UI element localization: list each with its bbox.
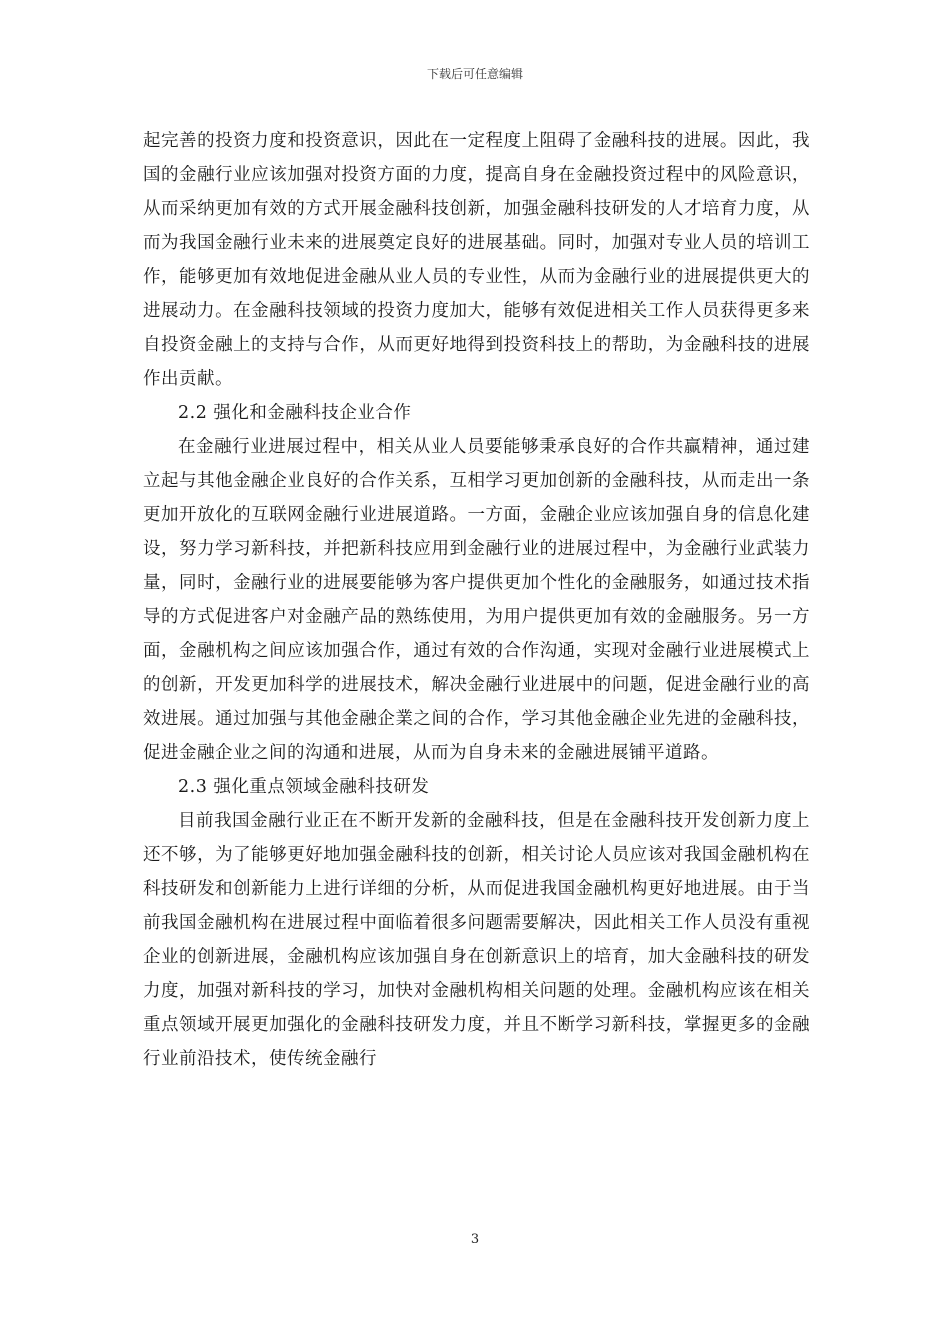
page-number: 3 xyxy=(470,1232,480,1247)
paragraph-rd: 目前我国金融行业正在不断开发新的金融科技，但是在金融科技开发创新力度上还不够，为了能够更好地加强金融科技的创新，相关讨论人员应该对我国金融机构在科技研发和创新能力上进行详细的分析，从而促进我国金融机构更好地进展。由于当前我国金融机构在进展过程中面临着很多问题需要解决，因此相关工作人员没有重视企业的创新进展，金融机构应该加强自身在创新意识上的培育，加大金融科技的研发力度，加强对新科技的学习，加快对金融机构相关问题的处理。金融机构应该在相关重点领域开展更加强化的金融科技研发力度，并且不断学习新科技，掌握更多的金融行业前沿技术，使传统金融行 xyxy=(143,811,810,1069)
section-heading-2-3: 2.3 强化重点领域金融科技研发 xyxy=(178,777,430,797)
document-body xyxy=(143,124,810,1076)
page-header: 下载后可任意编辑 xyxy=(426,67,523,81)
section-heading-2-2: 2.2 强化和金融科技企业合作 xyxy=(178,403,412,423)
paragraph-continuation: 起完善的投资力度和投资意识，因此在一定程度上阻碍了金融科技的进展。因此，我国的金融行业应该加强对投资方面的力度，提高自身在金融投资过程中的风险意识，从而采纳更加有效的方式开展金融科技创新，加强金融科技研发的人才培育力度，从而为我国金融行业未来的进展奠定良好的进展基础。同时，加强对专业人员的培训工作，能够更加有效地促进金融从业人员的专业性，从而为金融行业的进展提供更大的进展动力。在金融科技领域的投资力度加大，能够有效促进相关工作人员获得更多来自投资金融上的支持与合作，从而更好地得到投资科技上的帮助，为金融科技的进展作出贡献。 xyxy=(143,131,810,389)
paragraph-cooperation: 在金融行业进展过程中，相关从业人员要能够秉承良好的合作共赢精神，通过建立起与其他金融企业良好的合作关系，互相学习更加创新的金融科技，从而走出一条更加开放化的互联网金融行业进展道路。一方面，金融企业应该加强自身的信息化建设，努力学习新科技，并把新科技应用到金融行业的进展过程中，为金融行业武装力量，同时，金融行业的进展要能够为客户提供更加个性化的金融服务，如通过技术指导的方式促进客户对金融产品的熟练使用，为用户提供更加有效的金融服务。另一方面，金融机构之间应该加强合作，通过有效的合作沟通，实现对金融行业进展模式上的创新，开发更加科学的进展技术，解决金融行业进展中的问题，促进金融行业的高效进展。通过加强与其他金融企業之间的合作，学习其他金融企业先进的金融科技，促进金融企业之间的沟通和进展，从而为自身未来的金融进展铺平道路。 xyxy=(143,437,810,763)
